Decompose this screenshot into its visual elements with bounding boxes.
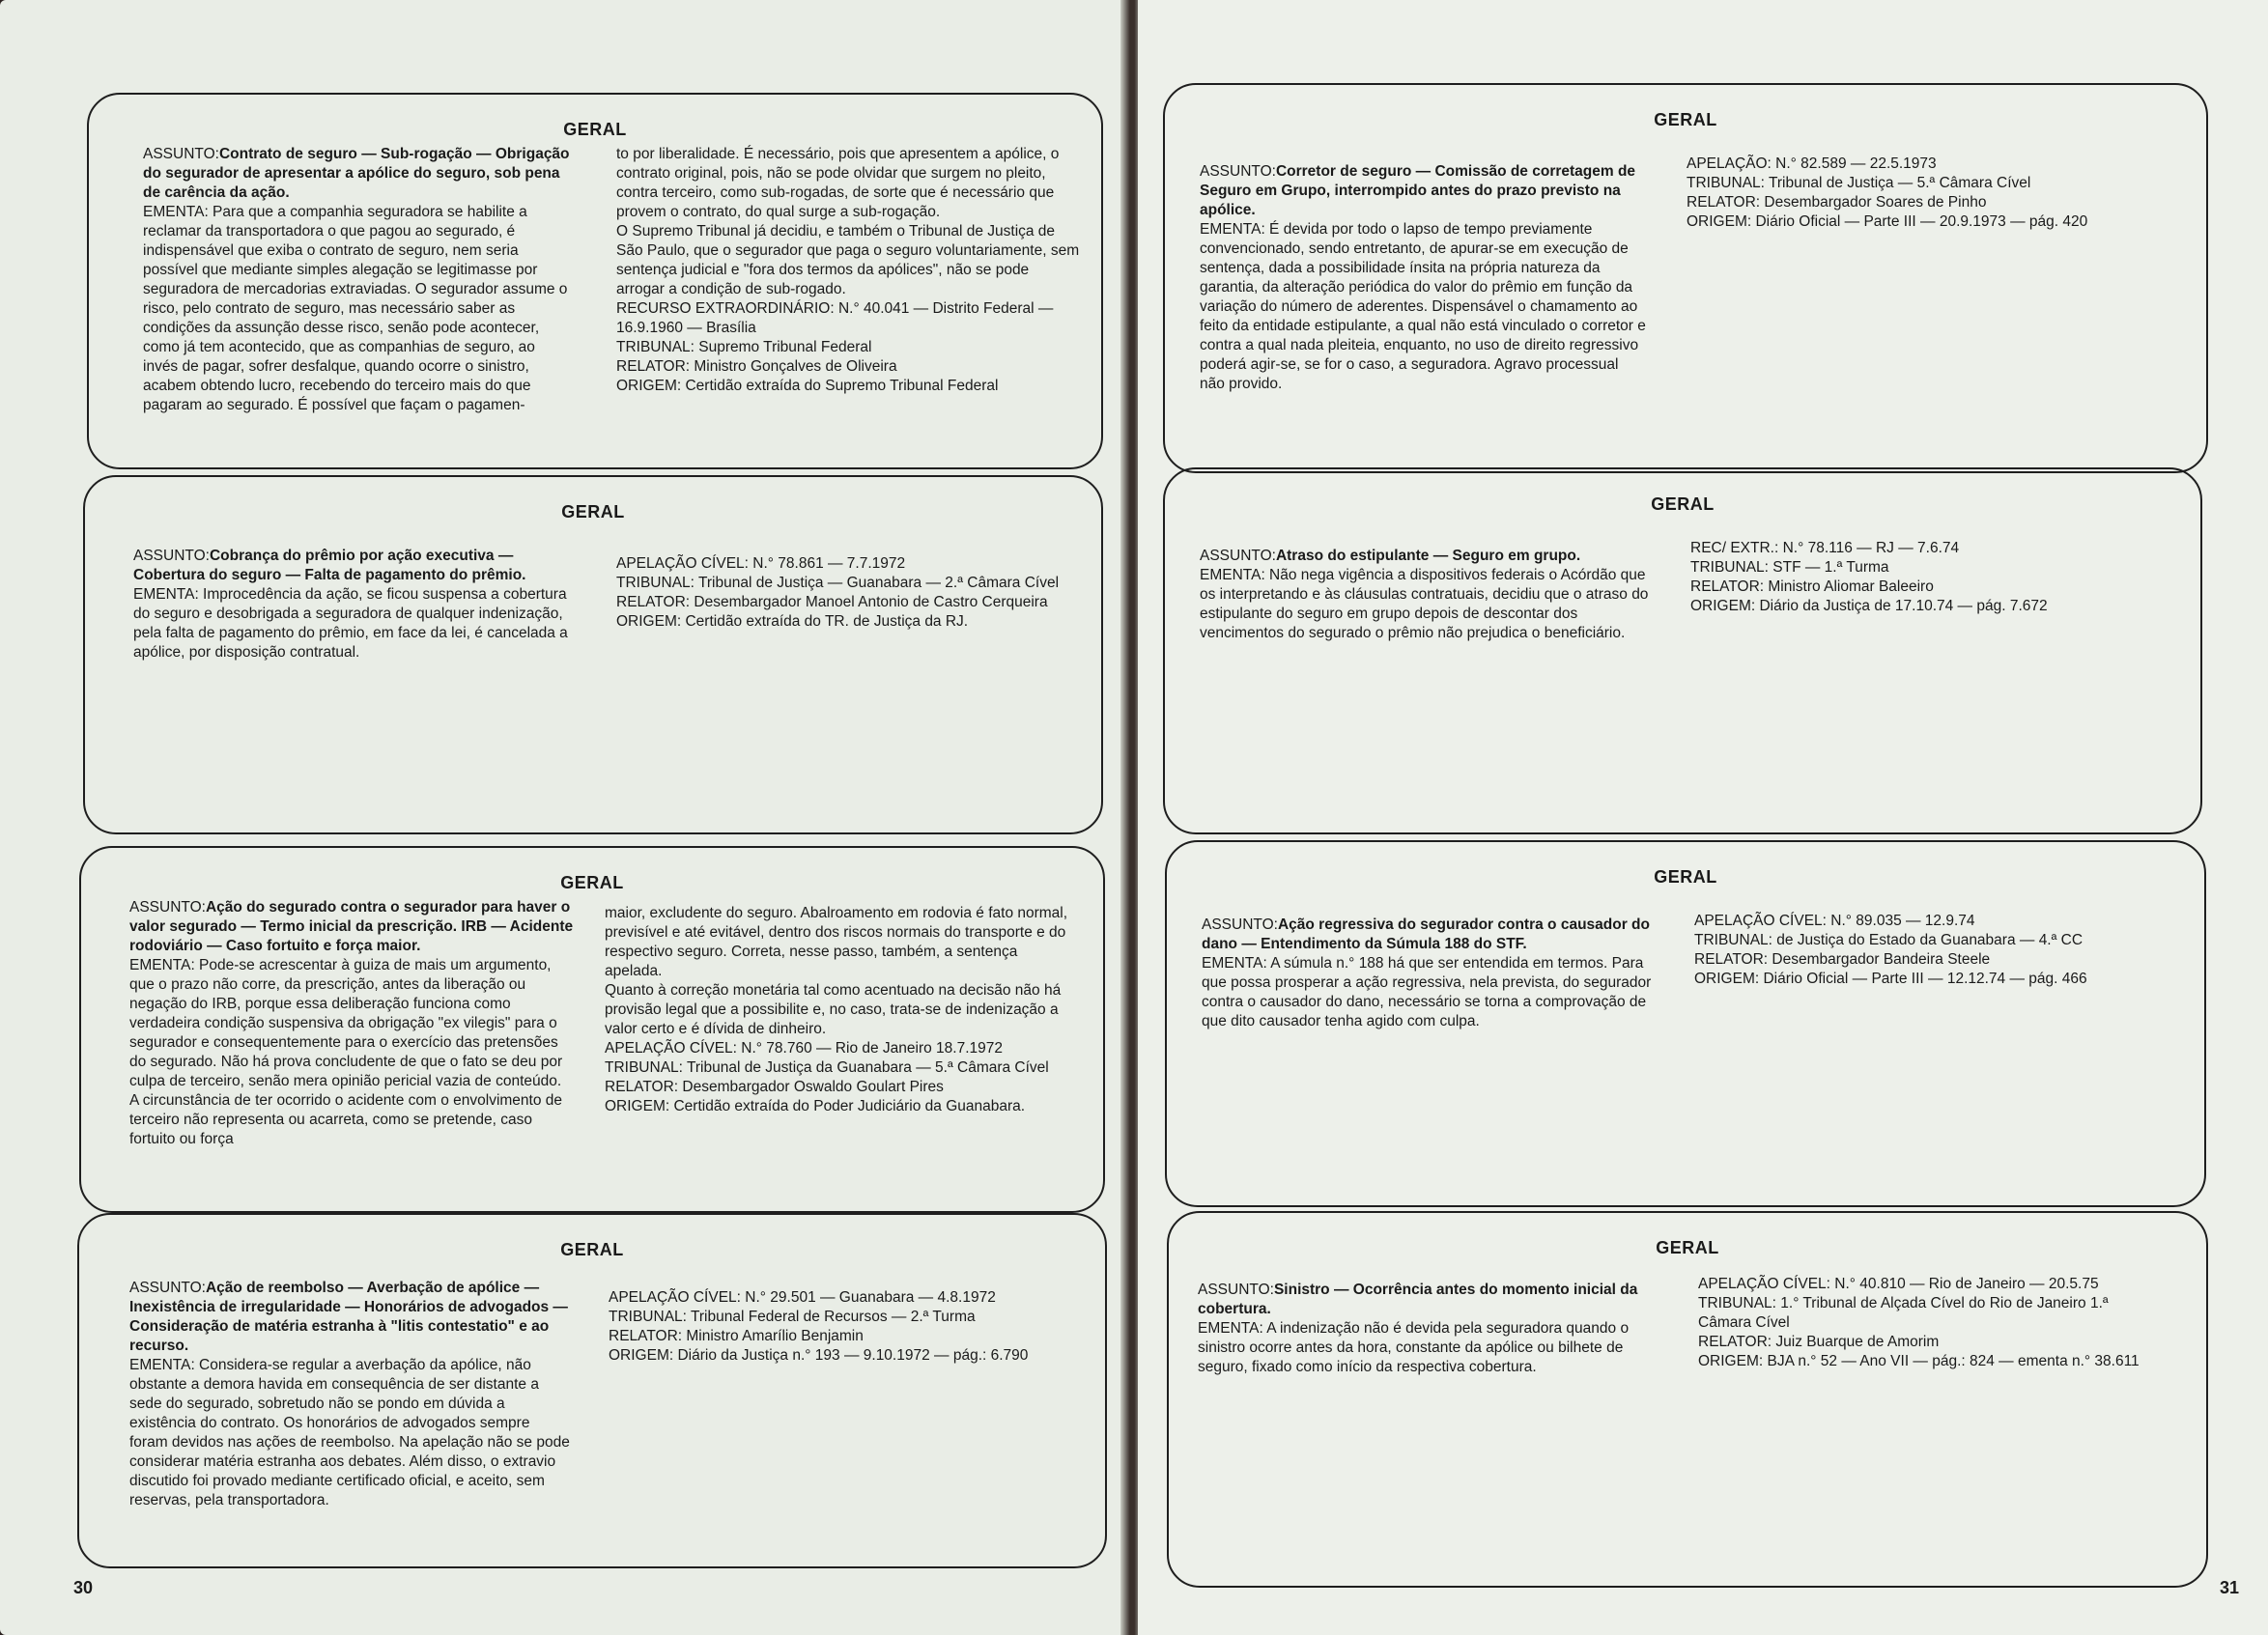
right-page	[1138, 0, 2268, 1635]
tribunal-line: TRIBUNAL: STF — 1.ª Turma	[1690, 559, 1889, 576]
assunto-label: ASSUNTO:	[1200, 548, 1276, 564]
body-line: Quanto à correção monetária tal como acentuado na decisão não há provisão legal que a possibilite e, no caso, trata-se de indenização a valor certo e é dívida de dinheiro.	[605, 982, 1062, 1037]
origem-line: ORIGEM: Diário Oficial — Parte III — 12.12.74 — pág. 466	[1694, 971, 2087, 987]
body-line: to por liberalidade. É necessário, pois que apresentem a apólice, o contrato original, pois, não se pode olvidar que surgem no pleito, contra terceiro, como sub-rogadas, de sorte que é necessário que provem o contrato, do qual surge a sub-rogação.	[616, 146, 1060, 220]
assunto-text: Cobrança do prêmio por ação executiva — Cobertura do seguro — Falta de pagamento do prêmio.	[133, 548, 526, 583]
card-right-column	[1698, 1275, 2162, 1371]
origem-line: ORIGEM: Certidão extraída do Poder Judiciário da Guanabara.	[605, 1098, 1026, 1114]
ementa-text: EMENTA: Improcedência da ação, se ficou suspensa a cobertura do seguro e desobrigada a seguradora de qualquer indenização, pela falta de pagamento do prêmio, em face da lei, é cancelada a apólice, por disposição contratual.	[133, 586, 568, 661]
card-right-column	[609, 1288, 1063, 1366]
assunto-text: Corretor de seguro — Comissão de corretagem de Seguro em Grupo, interrompido antes do prazo previsto na apólice.	[1200, 163, 1636, 218]
origem-line: ORIGEM: Diário da Justiça de 17.10.74 — pág. 7.672	[1690, 598, 2048, 614]
body-line: maior, excludente do seguro. Abalroamento em rodovia é fato normal, previsível e até evitável, dentro dos riscos normais do transporte e do respectivo seguro. Correta, nesse passo, também, a sentença apelada.	[605, 905, 1068, 979]
card-title: GERAL	[560, 873, 624, 892]
decision-line: APELAÇÃO: N.° 82.589 — 22.5.1973	[1687, 155, 1937, 172]
card-left-column	[1200, 547, 1654, 643]
card-title: GERAL	[561, 502, 625, 522]
assunto-text: Ação regressiva do segurador contra o causador do dano — Entendimento da Súmula 188 do STF.	[1202, 916, 1650, 952]
page-number: 30	[73, 1578, 94, 1597]
decision-line: APELAÇÃO CÍVEL: N.° 78.861 — 7.7.1972	[616, 555, 906, 572]
relator-line: RELATOR: Ministro Aliomar Baleeiro	[1690, 578, 1934, 595]
case-card	[87, 93, 1103, 469]
card-title: GERAL	[560, 1240, 624, 1259]
case-card	[1163, 83, 2208, 473]
assunto-label: ASSUNTO:	[143, 146, 219, 162]
assunto-text: Ação de reembolso — Averbação de apólice — Inexistência de irregularidade — Honorários de advogados — Consideração de matéria estranha à "litis contestatio" e ao recurso.	[129, 1280, 568, 1354]
relator-line: RELATOR: Ministro Amarílio Benjamin	[609, 1328, 864, 1344]
decision-line: APELAÇÃO CÍVEL: N.° 29.501 — Guanabara — 4.8.1972	[609, 1289, 996, 1306]
ementa-text: EMENTA: Para que a companhia seguradora se habilite a reclamar da transportadora o que pagou ao segurado, é indispensável que exiba o contrato de seguro, nem seria possível que mediante simples alegação se legitimasse por seguradora de mercadorias extraviadas. O segurador assume o risco, pelo contrato de seguro, mas necessário saber as condições da assunção desse risco, senão pode acontecer, como já tem acontecido, que as companhias de seguro, ao invés de pagar, sofrer desfalque, quando ocorre o sinistro, acabem obtendo lucro, recebendo do terceiro mais do que pagaram ao segurado. É possível que façam o pagamen-	[143, 204, 568, 413]
tribunal-line: TRIBUNAL: de Justiça do Estado da Guanabara — 4.ª CC	[1694, 932, 2084, 948]
card-left-column	[129, 1279, 570, 1510]
ementa-text: EMENTA: Considera-se regular a averbação da apólice, não obstante a demora havida em consequência de ser distante a sede do segurado, sobretudo não se pondo em dúvida a existência do contrato. Os honorários de advogados sempre foram devidos nas ações de reembolso. Na apelação não se pode considerar matéria estranha aos debates. Além disso, o extravio discutido foi provado mediante certificado oficial, e aceito, sem reservas, pela transportadora.	[129, 1357, 570, 1508]
tribunal-line: TRIBUNAL: Tribunal de Justiça — Guanabara — 2.ª Câmara Cível	[616, 575, 1060, 591]
assunto-label: ASSUNTO:	[1202, 916, 1278, 933]
ementa-text: EMENTA: Pode-se acrescentar à guiza de mais um argumento, que o prazo não corre, da prescrição, antes da liberação ou negação do IRB, porque essa deliberação funciona como verdadeira condição suspensiva da obrigação "ex vilegis" para o segurador e consequentemente para o exercício das pretensões do segurado. Não há prova concludente de que o fato se deu por culpa de terceiro, senão mera opinião pericial vazia de conteúdo. A circunstância de ter ocorrido o acidente com o envolvimento de terceiro não representa ou acarreta, como se pretende, caso fortuito ou força	[129, 957, 563, 1147]
tribunal-line: TRIBUNAL: Supremo Tribunal Federal	[616, 339, 872, 355]
page-number: 31	[2219, 1578, 2239, 1597]
decision-line: APELAÇÃO CÍVEL: N.° 89.035 — 12.9.74	[1694, 913, 1975, 929]
assunto-label: ASSUNTO:	[129, 1280, 206, 1296]
card-right-column	[1687, 155, 2154, 232]
assunto-text: Atraso do estipulante — Seguro em grupo.	[1275, 548, 1581, 564]
origem-line: ORIGEM: Certidão extraída do Supremo Tribunal Federal	[616, 378, 999, 394]
relator-line: RELATOR: Desembargador Soares de Pinho	[1687, 194, 1987, 211]
assunto-text: Contrato de seguro — Sub-rogação — Obrigação do segurador de apresentar a apólice do seguro, sob pena de carência da ação.	[143, 146, 570, 201]
card-title: GERAL	[563, 120, 627, 139]
assunto-label: ASSUNTO:	[133, 548, 210, 564]
card-left-column	[133, 547, 574, 662]
assunto-label: ASSUNTO:	[1200, 163, 1276, 180]
relator-line: RELATOR: Desembargador Oswaldo Goulart Pires	[605, 1079, 944, 1095]
card-right-column	[1694, 912, 2158, 989]
card-left-column	[1200, 162, 1646, 394]
tribunal-line: TRIBUNAL: Tribunal de Justiça — 5.ª Câmara Cível	[1687, 175, 2031, 191]
card-left-column	[1198, 1281, 1650, 1377]
case-card	[79, 846, 1105, 1213]
case-card	[1163, 467, 2202, 834]
card-left-column	[143, 145, 574, 415]
origem-line: ORIGEM: Diário Oficial — Parte III — 20.9.1973 — pág. 420	[1687, 213, 2088, 230]
card-right-column	[605, 904, 1068, 1116]
card-right-column	[616, 554, 1070, 632]
origem-line: ORIGEM: Diário da Justiça n.° 193 — 9.10.1972 — pág.: 6.790	[609, 1347, 1029, 1364]
relator-line: RELATOR: Juiz Buarque de Amorim	[1698, 1334, 1940, 1350]
card-right-column	[616, 145, 1080, 396]
card-title: GERAL	[1654, 110, 1717, 129]
left-page	[0, 0, 1126, 1635]
body-line: O Supremo Tribunal já decidiu, e também o Tribunal de Justiça de São Paulo, que o segurador que paga o seguro voluntariamente, sem sentença judicial e "fora dos termos da apólices", não se pode arrogar a condição de sub-rogado.	[616, 223, 1080, 297]
case-card	[83, 475, 1103, 834]
card-title: GERAL	[1651, 494, 1715, 514]
ementa-text: EMENTA: É devida por todo o lapso de tempo previamente convencionado, sendo entretanto, de apurar-se em execução de sentença, dada a possibilidade ínsita na própria natureza da garantia, da alteração periódica do valor do prêmio em função da variação do número de aderentes. Dispensável o chamamento ao feito da entidade estipulante, a qual não está vinculado o corretor e contra a qual nada pleiteia, enquanto, no uso de direito regressivo poderá agir-se, se for o caso, a seguradora. Agravo processual não provido.	[1200, 221, 1646, 392]
origem-line: ORIGEM: Certidão extraída do TR. de Justiça da RJ.	[616, 613, 969, 630]
card-left-column	[129, 898, 574, 1149]
assunto-label: ASSUNTO:	[129, 899, 206, 916]
assunto-label: ASSUNTO:	[1198, 1282, 1274, 1298]
assunto-text: Sinistro — Ocorrência antes do momento inicial da cobertura.	[1198, 1282, 1638, 1317]
decision-line: REC/ EXTR.: N.° 78.116 — RJ — 7.6.74	[1690, 540, 1960, 556]
card-title: GERAL	[1654, 867, 1717, 887]
ementa-text: EMENTA: A súmula n.° 188 há que ser entendida em termos. Para que possa prosperar a ação regressiva, nela prevista, do segurador contra o causador do dano, necessário se torna a comprovação de que dito causador tenha agido com culpa.	[1202, 955, 1652, 1029]
case-card	[77, 1213, 1107, 1568]
card-left-column	[1202, 916, 1652, 1031]
assunto-text: Ação do segurado contra o segurador para haver o valor segurado — Termo inicial da prescrição. IRB — Acidente rodoviário — Caso fortuito e força maior.	[129, 899, 574, 954]
ementa-text: EMENTA: A indenização não é devida pela seguradora quando o sinistro ocorre antes da hora, constante da apólice ou bilhete de seguro, fixado como início da respectiva cobertura.	[1198, 1320, 1630, 1375]
tribunal-line: TRIBUNAL: Tribunal de Justiça da Guanabara — 5.ª Câmara Cível	[605, 1059, 1049, 1076]
decision-line: RECURSO EXTRAORDINÁRIO: N.° 40.041 — Distrito Federal — 16.9.1960 — Brasília	[616, 300, 1054, 336]
ementa-text: EMENTA: Não nega vigência a dispositivos federais o Acórdão que os interpretando e às cláusulas contratuais, decidiu que o atraso do estipulante do seguro em grupo depois de descontar dos vencimentos do segurado o prêmio não prejudica o beneficiário.	[1200, 567, 1649, 641]
case-card	[1165, 840, 2206, 1207]
relator-line: RELATOR: Desembargador Manoel Antonio de Castro Cerqueira	[616, 594, 1048, 610]
decision-line: APELAÇÃO CÍVEL: N.° 40.810 — Rio de Janeiro — 20.5.75	[1698, 1276, 2099, 1292]
tribunal-line: TRIBUNAL: 1.° Tribunal de Alçada Cível do Rio de Janeiro 1.ª Câmara Cível	[1698, 1295, 2109, 1331]
card-right-column	[1690, 539, 2173, 616]
origem-line: ORIGEM: BJA n.° 52 — Ano VII — pág.: 824 — ementa n.° 38.611	[1698, 1353, 2140, 1369]
card-title: GERAL	[1656, 1238, 1719, 1257]
tribunal-line: TRIBUNAL: Tribunal Federal de Recursos — 2.ª Turma	[609, 1309, 976, 1325]
relator-line: RELATOR: Desembargador Bandeira Steele	[1694, 951, 1991, 968]
decision-line: APELAÇÃO CÍVEL: N.° 78.760 — Rio de Janeiro 18.7.1972	[605, 1040, 1004, 1057]
relator-line: RELATOR: Ministro Gonçalves de Oliveira	[616, 358, 897, 375]
case-card	[1167, 1211, 2208, 1588]
